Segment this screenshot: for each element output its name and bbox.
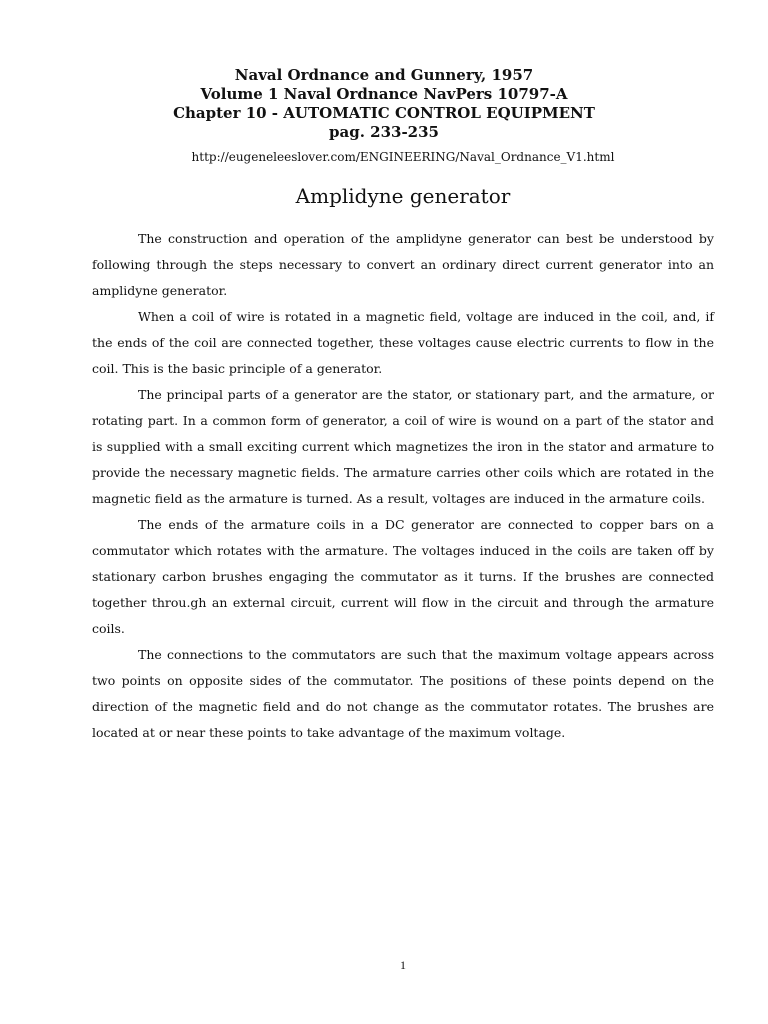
source-url: http://eugeneleeslover.com/ENGINEERING/Naval_Ordnance_V1.html [191, 150, 615, 164]
header-book-title: Naval Ordnance and Gunnery, 1957 [234, 66, 534, 84]
header-pages: pag. 233-235 [329, 123, 439, 141]
body-text [92, 226, 714, 746]
header-volume: Volume 1 Naval Ordnance NavPers 10797-A [200, 85, 568, 103]
paragraph: The principal parts of a generator are the stator, or stationary part, and the armature, or rotating part. In a common form of generator, a coil of wire is wound on a part of the stator and is supplied with a small exciting current which magnetizes the iron in the stator and armature to provide the necessary magnetic fields. The armature carries other coils which are rotated in the magnetic field as the armature is turned. As a result, voltages are induced in the armature coils. [92, 387, 714, 506]
paragraph: The construction and operation of the amplidyne generator can best be understood by following through the steps necessary to convert an ordinary direct current generator into an amplidyne generator. [92, 231, 714, 298]
header-chapter: Chapter 10 - AUTOMATIC CONTROL EQUIPMENT [173, 104, 595, 122]
section-title: Amplidyne generator [295, 184, 511, 208]
paragraph: The ends of the armature coils in a DC generator are connected to copper bars on a commutator which rotates with the armature. The voltages induced in the coils are taken off by stationary carbon brushes engaging the commutator as it turns. If the brushes are connected together throu.gh an external circuit, current will flow in the circuit and through the armature coils. [92, 517, 714, 636]
document-header [0, 66, 768, 142]
paragraph: The connections to the commutators are such that the maximum voltage appears across two points on opposite sides of the commutator. The positions of these points depend on the direction of the magnetic field and do not change as the commutator rotates. The brushes are located at or near these points to take advantage of the maximum voltage. [92, 647, 714, 740]
paragraph: When a coil of wire is rotated in a magnetic field, voltage are induced in the coil, and, if the ends of the coil are connected together, these voltages cause electric currents to flow in the coil. This is the basic principle of a generator. [92, 309, 714, 376]
page-number: 1 [400, 958, 406, 972]
